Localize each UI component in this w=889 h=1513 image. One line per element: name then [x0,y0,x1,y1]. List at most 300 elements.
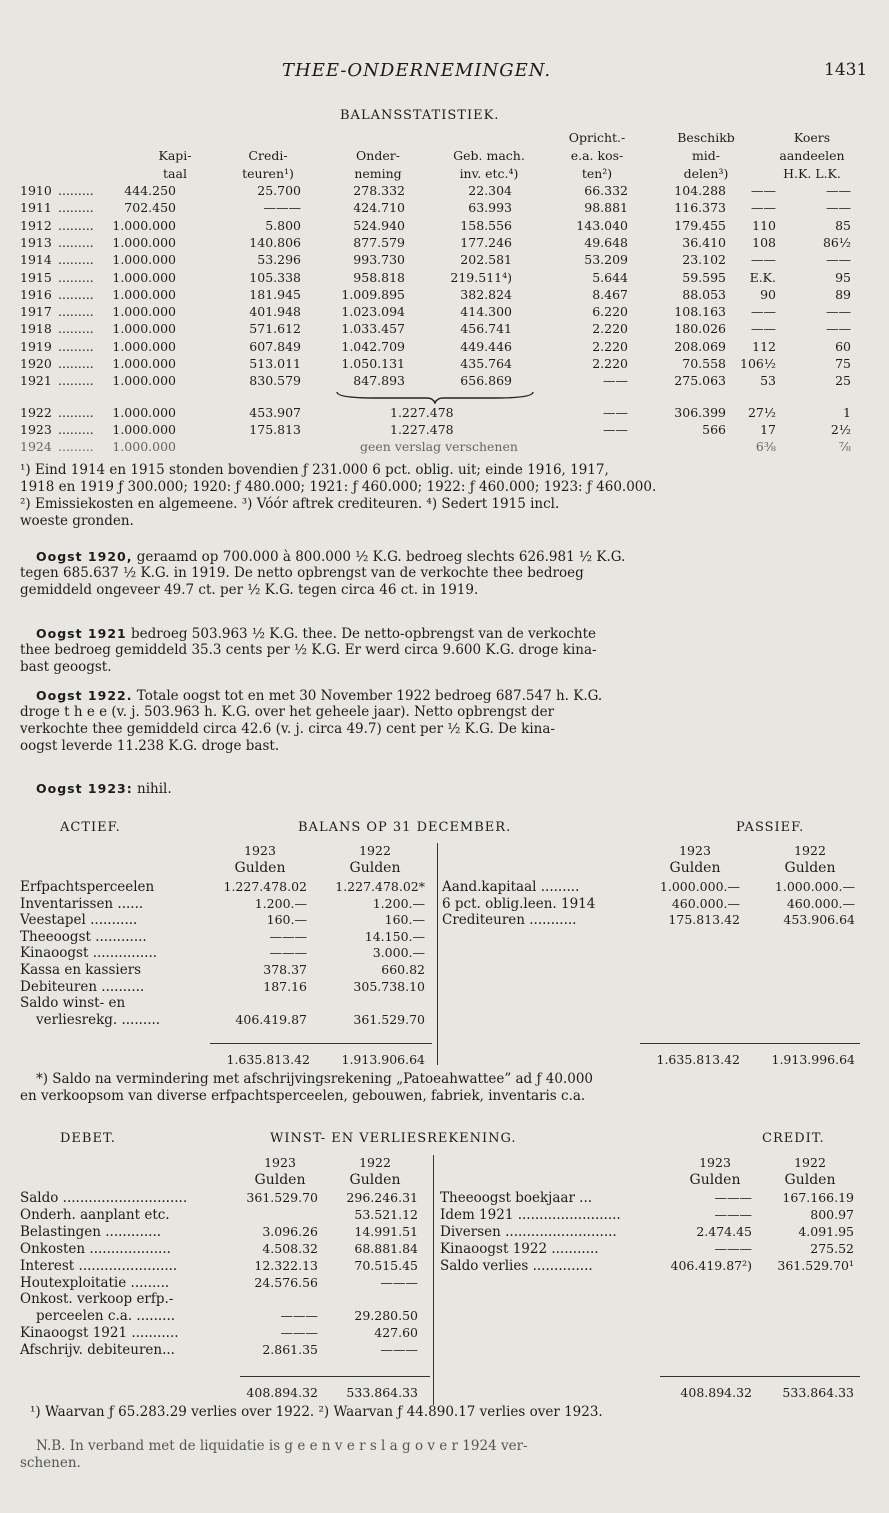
stat-cell: 49.648 [584,234,628,250]
dot-leader: ......... [58,321,94,337]
passief-value: 460.000.— [786,895,855,911]
stat-cell: 424.710 [353,200,405,216]
debet-value: ——— [380,1342,418,1358]
stat-cell: 275.063 [674,373,726,389]
stat-cell: —— [826,183,851,198]
oogst-text: gemiddeld ongeveer 49.7 ct. per ½ K.G. tegen circa 46 ct. in 1919. [20,582,479,598]
stat-cell: 1.000.000 [112,338,176,354]
year-header: 1922 [794,843,826,858]
stat-cell: 2.220 [592,321,628,337]
stat-cell: 5.800 [265,217,301,233]
stat-cell: 63.993 [468,200,512,216]
nb-note: N.B. In verband met de liquidatie is g e e n v e r s l a g o v e r 1924 ver- [36,1438,528,1454]
stat-cell: 1.000.000 [112,356,176,371]
credit-value: 2.474.45 [696,1223,752,1239]
stat-cell: 143.040 [576,217,628,233]
credit-label: Kinaoogst 1922 ........... [440,1240,599,1257]
stat-year: 1916 [20,286,52,302]
unit-header: Gulden [689,1172,741,1188]
debet-label: Afschrijv. debiteuren... [20,1342,175,1359]
stat-cell: 6.220 [592,304,628,320]
oogst-line [20,721,555,738]
stat-cell: 60 [835,338,851,354]
stat-cell: 993.730 [353,252,405,268]
dot-leader: ......... [58,439,94,454]
stat-col-header: delen³) [683,166,729,181]
stat-cell: —— [826,321,851,337]
stat-cell: 1.227.478 [390,405,454,420]
dot-leader: ......... [58,234,94,250]
credit-value: 361.529.70¹ [777,1257,854,1273]
stat-cell: 1.000.000 [112,269,176,285]
oogst-line [20,565,584,582]
stat-col-header: ten²) [581,166,613,181]
credit-value: 275.52 [810,1240,854,1256]
stat-cell: 89 [835,286,851,302]
actief-value: 1.200.— [254,895,307,911]
credit-value: 406.419.87²) [670,1257,752,1273]
dot-leader: ......... [58,373,94,389]
stat-cell: 1.000.000 [112,234,176,250]
stat-cell: 1.000.000 [112,405,176,420]
passief-value: 453.906.64 [783,912,855,928]
stat-col-header: Credi- [248,148,288,163]
debet-value: 29.280.50 [354,1308,418,1324]
stat-cell: 1.023.094 [341,304,405,320]
actief-title: ACTIEF. [60,820,121,835]
stat-year: 1917 [20,304,52,320]
oogst-line [20,704,554,721]
stat-cell: 112 [752,338,776,354]
nb-note: schenen. [20,1455,81,1471]
actief-value: 1.227.478.02* [335,879,425,894]
oogst-text: thee bedroeg gemiddeld 35.3 cents per ½ K.G. Er werd circa 9.600 K.G. droge kina- [20,642,597,658]
stat-cell: 75 [835,356,851,371]
stat-col-header: Beschikb [677,130,735,145]
balans-title: BALANS OP 31 DECEMBER. [298,820,512,835]
oogst-line [20,582,478,599]
stat-col-header: H.K. L.K. [783,166,841,181]
passief-label: Crediteuren ........... [442,912,577,929]
actief-label: Kassa en kassiers [20,962,142,978]
stat-cell: —— [826,252,851,268]
debet-label: Onkosten ................... [20,1240,171,1257]
balans-note: *) Saldo na vermindering met afschrijvingsrekening „Patoeahwattee” ad ƒ 40.000 [36,1071,594,1087]
stat-cell: 53 [760,373,776,389]
stat-cell: —— [751,304,776,320]
debet-value: 427.60 [374,1325,418,1341]
stat-cell: —— [751,183,776,198]
credit-title: CREDIT. [762,1131,825,1146]
stat-cell: 202.581 [460,252,512,268]
stat-cell: 1.000.000 [112,321,176,337]
stat-cell: 179.455 [674,217,726,233]
balans-note: en verkoopsom van diverse erfpachtsperceelen, gebouwen, fabriek, inventaris c.a. [20,1088,586,1104]
oogst-text: bedroeg 503.963 ½ K.G. thee. De netto-opbrengst van de verkochte [126,626,597,642]
stat-year: 1913 [20,234,52,250]
year-header: 1922 [359,1155,391,1170]
actief-label: Kinaoogst ............... [20,945,158,962]
stat-cell: 22.304 [468,183,512,198]
stat-cell: ⅞ [838,439,851,454]
stat-cell: 1.050.131 [341,356,405,371]
stat-cell: 208.069 [674,338,726,354]
total-value: 408.894.32 [680,1385,752,1400]
stat-year: 1918 [20,321,52,337]
actief-value: 187.16 [263,978,307,994]
brace-icon [335,390,535,404]
stat-cell: 1 [843,405,851,420]
stat-footnote: ²) Emissiekosten en algemeene. ³) Vóór aftrek crediteuren. ⁴) Sedert 1915 incl. [20,496,560,512]
stat-col-header: e.a. kos- [570,148,624,163]
year-header: 1923 [244,843,276,858]
dot-leader: ......... [58,200,94,216]
oogst-line [36,780,172,798]
dot-leader: ......... [58,405,94,420]
year-header: 1922 [359,843,391,858]
stat-cell: 25.700 [257,183,301,198]
stat-cell: 1.009.895 [341,286,405,302]
actief-value: 660.82 [381,962,425,977]
stat-footnote: 1918 en 1919 ƒ 300.000; 1920: ƒ 480.000; 1921: ƒ 460.000; 1922: ƒ 460.000; 1923: ƒ 460.000. [20,479,657,495]
total-value: 1.913.906.64 [341,1052,425,1067]
credit-label: Saldo verlies .............. [440,1257,593,1274]
actief-label: Saldo winst- en [20,995,126,1012]
stat-cell: 1.033.457 [341,321,405,337]
stat-cell: 181.945 [249,286,301,302]
debet-value: ——— [380,1274,418,1290]
actief-value: 14.150.— [364,928,425,944]
debet-value: 53.521.12 [354,1206,418,1222]
stat-cell: 219.511⁴) [450,269,512,285]
debet-label: Belastingen ............. [20,1223,162,1240]
total-value: 1.913.996.64 [771,1052,855,1067]
stat-cell: 116.373 [674,200,726,216]
year-header: 1923 [264,1155,296,1170]
stat-cell: 2½ [830,422,851,437]
stat-cell: 958.818 [353,269,405,285]
dot-leader: ......... [58,286,94,302]
unit-header: Gulden [234,860,286,876]
stat-cell: 5.644 [592,269,628,285]
total-rule [640,1043,860,1044]
stat-year: 1919 [20,338,52,354]
credit-value: ——— [714,1240,752,1256]
stat-cell: 449.446 [460,338,512,354]
stat-cell: 847.893 [353,373,405,389]
stat-year: 1921 [20,373,52,389]
stat-cell: 877.579 [353,234,405,250]
passief-label: Aand.kapitaal ......... [442,879,580,895]
stat-cell: —— [603,405,628,420]
debet-label: Interest ....................... [20,1257,178,1274]
stat-cell: —— [603,422,628,437]
unit-header: Gulden [784,860,836,876]
divider-vertical [433,1155,434,1405]
stat-cell: 53.296 [257,252,301,268]
credit-label: Idem 1921 ........................ [440,1206,621,1223]
debet-value: 24.576.56 [254,1274,318,1290]
stat-cell: 414.300 [460,304,512,320]
stat-cell: ——— [263,200,301,216]
debet-label: perceelen c.a. ......... [36,1308,176,1325]
oogst-text: oogst leverde 11.238 K.G. droge bast. [20,738,280,754]
year-header: 1923 [679,843,711,858]
oogst-heading: Oogst 1921 [36,626,127,641]
stat-cell: 1.227.478 [390,422,454,437]
stat-col-header: neming [354,166,402,181]
stat-cell: 53.209 [584,252,628,268]
debet-label: Saldo ............................. [20,1190,188,1206]
debet-value: 12.322.13 [254,1257,318,1273]
stat-cell: 27½ [747,405,776,420]
oogst-heading: Oogst 1922. [36,688,133,703]
stat-col-header: Opricht.- [568,130,626,145]
actief-label: Inventarissen ...... [20,895,144,912]
stat-year: 1915 [20,269,52,285]
unit-header: Gulden [669,860,721,876]
stat-cell: 25 [835,373,851,389]
stat-cell: 278.332 [353,183,405,198]
stat-cell: 513.011 [249,356,301,371]
stat-cell: 306.399 [674,405,726,420]
dot-leader: ......... [58,217,94,233]
stat-cell: 702.450 [124,200,176,216]
stat-cell: 8.467 [592,286,628,302]
actief-value: 406.419.87 [235,1011,307,1027]
stat-cell: 1.000.000 [112,252,176,268]
stat-cell: geen verslag verschenen [360,439,518,454]
oogst-text: geraamd op 700.000 à 800.000 ½ K.G. bedroeg slechts 626.981 ½ K.G. [132,549,626,565]
stat-cell: 70.558 [682,356,726,371]
stat-col-header: Geb. mach. [453,148,525,163]
passief-label: 6 pct. oblig.leen. 1914 [442,895,596,912]
total-rule [210,1043,432,1044]
stat-cell: —— [826,304,851,320]
credit-value: ——— [714,1190,752,1205]
actief-label: verliesrekg. ......... [36,1011,161,1028]
oogst-line [36,687,602,705]
unit-header: Gulden [784,1172,836,1188]
oogst-text: nihil. [132,781,172,797]
stat-cell: 2.220 [592,338,628,354]
stat-year: 1922 [20,405,52,420]
credit-value: 4.091.95 [798,1223,854,1239]
oogst-line [20,659,112,676]
stat-cell: 435.764 [460,356,512,371]
stat-cell: 23.102 [682,252,726,268]
total-value: 533.864.33 [782,1385,854,1400]
stat-year: 1924 [20,439,52,454]
debet-label: Onkost. verkoop erfp.- [20,1291,174,1308]
dot-leader: ......... [58,338,94,354]
total-rule [660,1376,860,1377]
debet-value: 4.508.32 [262,1240,318,1256]
stat-cell: 571.612 [249,321,301,337]
debet-value: 14.991.51 [354,1223,418,1239]
passief-title: PASSIEF. [736,820,805,835]
stat-cell: —— [751,252,776,268]
debet-value: 70.515.45 [354,1257,418,1273]
debet-value: 68.881.84 [354,1240,418,1256]
oogst-line [36,625,596,643]
credit-value: 800.97 [810,1206,854,1222]
actief-label: Erfpachtsperceelen [20,879,155,895]
stat-cell: 2.220 [592,356,628,371]
stat-year: 1910 [20,183,52,198]
stat-cell: 180.026 [674,321,726,337]
actief-value: 3.000.— [372,945,425,961]
year-header: 1922 [794,1155,826,1170]
stat-year: 1914 [20,252,52,268]
passief-value: 1.000.000.— [774,879,855,894]
credit-label: Diversen .......................... [440,1223,617,1240]
debet-value: 2.861.35 [262,1342,318,1358]
credit-value: ——— [714,1206,752,1222]
oogst-text: tegen 685.637 ½ K.G. in 1919. De netto opbrengst van de verkochte thee bedroeg [20,565,584,581]
total-value: 1.635.813.42 [656,1052,740,1067]
stat-col-header: Kapi- [158,148,192,163]
passief-value: 1.000.000.— [659,879,740,894]
stat-col-header: teuren¹) [242,166,294,181]
stat-cell: 1.000.000 [112,373,176,389]
stat-col-header: taal [163,166,187,181]
stat-cell: 444.250 [124,183,176,198]
stat-cell: 175.813 [249,422,301,437]
credit-value: 167.166.19 [782,1190,854,1205]
stat-cell: 1.042.709 [341,338,405,354]
wv-title: WINST- EN VERLIESREKENING. [270,1131,517,1146]
wv-footnote: ¹) Waarvan ƒ 65.283.29 verlies over 1922. ²) Waarvan ƒ 44.890.17 verlies over 1923. [30,1404,603,1420]
debet-title: DEBET. [60,1131,116,1146]
actief-value: ——— [269,945,307,961]
stat-cell: —— [751,200,776,216]
stat-cell: 1.000.000 [112,439,176,454]
stat-footnote: woeste gronden. [20,513,134,529]
stat-cell: 656.869 [460,373,512,389]
stat-cell: 1.000.000 [112,304,176,320]
stat-cell: 453.907 [249,405,301,420]
stat-cell: 104.288 [674,183,726,198]
stat-cell: 108.163 [674,304,726,320]
stat-year: 1912 [20,217,52,233]
stat-col-header: aandeelen [779,148,845,163]
stat-cell: 140.806 [249,234,301,250]
debet-label: Houtexploitatie ......... [20,1274,170,1291]
stat-cell: —— [603,373,628,389]
credit-label: Theeoogst boekjaar ... [440,1190,593,1206]
oogst-heading: Oogst 1920, [36,549,133,564]
stat-cell: 607.849 [249,338,301,354]
stat-cell: —— [751,321,776,337]
stat-cell: 59.595 [682,269,726,285]
actief-value: 1.200.— [372,895,425,911]
oogst-line [20,738,279,755]
actief-value: 160.— [384,912,425,928]
total-value: 408.894.32 [246,1385,318,1400]
stat-cell: 90 [760,286,776,302]
debet-label: Kinaoogst 1921 ........... [20,1325,179,1342]
stat-col-header: inv. etc.⁴) [459,166,519,181]
page-number: 1431 [824,60,868,80]
stat-year: 1911 [20,200,52,216]
unit-header: Gulden [254,1172,306,1188]
dot-leader: ......... [58,183,94,198]
dot-leader: ......... [58,269,94,285]
oogst-heading: Oogst 1923: [36,781,133,796]
stat-cell: 85 [835,217,851,233]
stat-cell: 106½ [740,356,776,371]
actief-label: Veestapel ........... [20,912,138,929]
unit-header: Gulden [349,1172,401,1188]
unit-header: Gulden [349,860,401,876]
total-value: 533.864.33 [346,1385,418,1400]
debet-value: 3.096.26 [262,1223,318,1239]
stat-footnote: ¹) Eind 1914 en 1915 stonden bovendien ƒ 231.000 6 pct. oblig. uit; einde 1916, 1917, [20,462,609,478]
stat-cell: 36.410 [682,234,726,250]
dot-leader: ......... [58,422,94,437]
stat-cell: 566 [702,422,726,437]
total-rule [240,1376,430,1377]
balansstatistiek-title: BALANSSTATISTIEK. [340,108,500,123]
stat-year: 1923 [20,422,52,437]
stat-cell: 6⅜ [755,439,776,454]
stat-cell: 105.338 [249,269,301,285]
stat-cell: 401.948 [249,304,301,320]
debet-value: ——— [280,1308,318,1324]
actief-value: 305.738.10 [353,978,425,994]
stat-cell: 158.556 [460,217,512,233]
total-value: 1.635.813.42 [226,1052,310,1067]
stat-cell: E.K. [749,269,776,285]
oogst-text: droge t h e e (v. j. 503.963 h. K.G. over het geheele jaar). Netto opbrengst der [20,704,555,720]
oogst-text: Totale oogst tot en met 30 November 1922 bedroeg 687.547 h. K.G. [132,688,603,704]
stat-cell: 86½ [822,234,851,250]
stat-cell: 66.332 [584,183,628,198]
stat-cell: 88.053 [682,286,726,302]
debet-value: 361.529.70 [246,1190,318,1205]
actief-value: 378.37 [263,962,307,977]
stat-cell: 1.000.000 [112,286,176,302]
stat-cell: 98.881 [584,200,628,216]
debet-value: 296.246.31 [346,1190,418,1205]
oogst-line [36,548,625,566]
actief-label: Theeoogst ............ [20,928,147,945]
oogst-text: verkochte thee gemiddeld circa 42.6 (v. j. circa 49.7) cent per ½ K.G. De kina- [20,721,555,737]
running-title: THEE-ONDERNEMINGEN. [282,60,552,81]
debet-value: ——— [280,1325,318,1341]
stat-cell: 177.246 [460,234,512,250]
year-header: 1923 [699,1155,731,1170]
stat-cell: 1.000.000 [112,422,176,437]
actief-value: ——— [269,928,307,944]
dot-leader: ......... [58,304,94,320]
stat-cell: 830.579 [249,373,301,389]
oogst-line [20,642,597,659]
actief-value: 160.— [266,912,307,928]
stat-cell: 17 [760,422,776,437]
stat-cell: 108 [752,234,776,250]
actief-label: Debiteuren .......... [20,978,145,995]
stat-cell: 1.000.000 [112,217,176,233]
passief-value: 175.813.42 [668,912,740,928]
stat-cell: 110 [752,217,776,233]
stat-col-header: Koers [793,130,831,145]
stat-year: 1920 [20,356,52,371]
stat-cell: 95 [835,269,851,285]
dot-leader: ......... [58,252,94,268]
dot-leader: ......... [58,356,94,371]
